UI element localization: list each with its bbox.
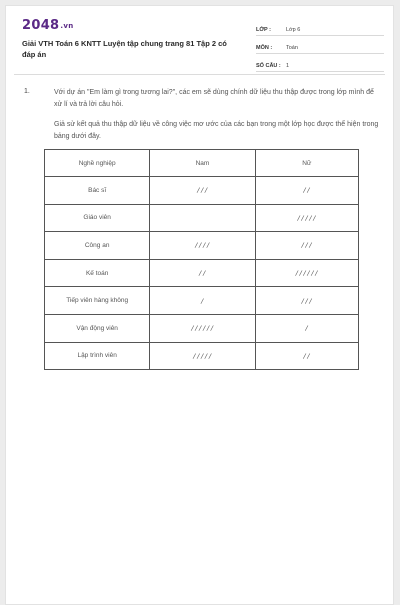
- meta-row-subject: [256, 38, 384, 54]
- table-row: [45, 342, 359, 370]
- table-cell-career: Vận động viên: [45, 314, 150, 342]
- table-cell-tally-female: //////: [255, 259, 358, 287]
- meta-value: 1: [286, 63, 290, 69]
- header-divider: [14, 74, 385, 75]
- table-cell-career: Bác sĩ: [45, 177, 150, 205]
- table-row: [45, 287, 359, 315]
- table-cell-tally-female: //: [255, 342, 358, 370]
- table-cell-career: Kế toán: [45, 259, 150, 287]
- table-row: [45, 232, 359, 260]
- career-tally-table: [44, 149, 359, 370]
- table-row: [45, 259, 359, 287]
- table-cell-tally-male: /////: [150, 342, 255, 370]
- table-cell-career: Giáo viên: [45, 204, 150, 232]
- table-cell-tally-female: /: [255, 314, 358, 342]
- table-header: Nữ: [255, 150, 358, 177]
- site-logo[interactable]: [22, 18, 74, 33]
- table-header: Nghề nghiệp: [45, 150, 150, 177]
- meta-label: LỚP :: [256, 27, 271, 33]
- table-cell-tally-female: //: [255, 177, 358, 205]
- meta-value: Lớp 6: [286, 27, 301, 33]
- table-row: [45, 314, 359, 342]
- document-page: [5, 5, 394, 605]
- table-cell-tally-male: //: [150, 259, 255, 287]
- meta-panel: [256, 20, 384, 74]
- table-row: [45, 204, 359, 232]
- table-row: [45, 177, 359, 205]
- table-cell-tally-male: /: [150, 287, 255, 315]
- table-cell-tally-female: ///: [255, 232, 358, 260]
- question-intro: Với dự án "Em làm gì trong tương lai?", các em sẽ dùng chính dữ liệu thu thập được trong lớp mình để xử lí và trả lời câu hỏi.: [54, 89, 374, 108]
- table-cell-tally-male: [150, 204, 255, 232]
- table-cell-tally-male: ////: [150, 232, 255, 260]
- table-cell-tally-female: ///: [255, 287, 358, 315]
- table-header-row: [45, 150, 359, 177]
- table-cell-tally-male: ///: [150, 177, 255, 205]
- meta-label: MÔN :: [256, 45, 273, 51]
- table-header: Nam: [150, 150, 255, 177]
- table-cell-career: Tiếp viên hàng không: [45, 287, 150, 315]
- logo-number: 2048: [22, 18, 60, 33]
- logo-suffix: .vn: [60, 22, 74, 30]
- table-cell-career: Công an: [45, 232, 150, 260]
- question-prompt: Giả sử kết quả thu thập dữ liệu về công việc mơ ước của các bạn trong một lớp học được thể hiện trong bảng dưới đây.: [54, 121, 379, 140]
- table-cell-tally-female: /////: [255, 204, 358, 232]
- meta-row-count: [256, 56, 384, 72]
- document-title: Giải VTH Toán 6 KNTT Luyện tập chung trang 81 Tập 2 có đáp án: [22, 39, 227, 59]
- question-number: 1.: [24, 88, 30, 95]
- meta-label: SỐ CÂU :: [256, 63, 281, 69]
- table-cell-tally-male: //////: [150, 314, 255, 342]
- meta-row-class: [256, 20, 384, 36]
- table-cell-career: Lập trình viên: [45, 342, 150, 370]
- meta-value: Toán: [286, 45, 298, 51]
